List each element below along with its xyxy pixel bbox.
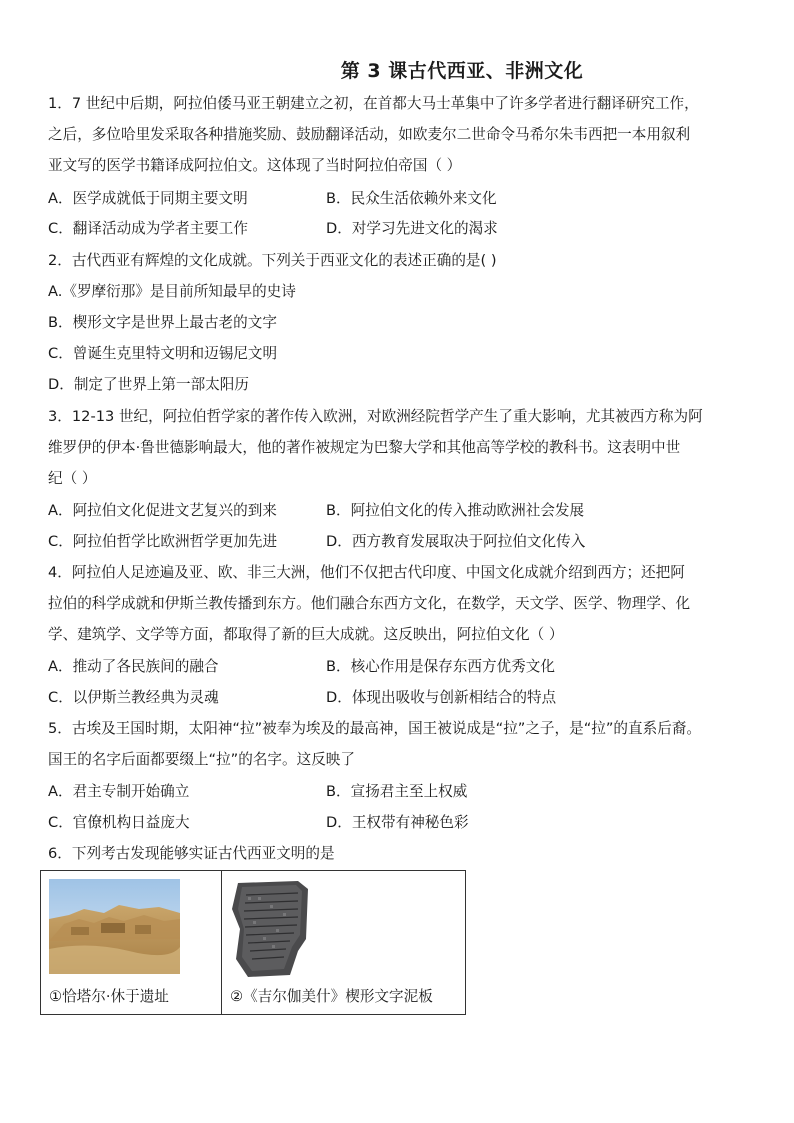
q2-option-c: C．曾诞生克里特文明和迈锡尼文明 (48, 345, 278, 362)
q3-option-c: C．阿拉伯哲学比欧洲哲学更加先进 (48, 533, 278, 550)
q2-line-1: 2．古代西亚有辉煌的文化成就。下列关于西亚文化的表述正确的是( ) (48, 252, 497, 269)
catalhoyuk-ruins-image (49, 879, 180, 974)
q4-option-d: D．体现出吸收与创新相结合的特点 (326, 689, 557, 706)
q1-option-c: C．翻译活动成为学者主要工作 (48, 220, 248, 237)
q5-option-b: B．宣扬君主至上权威 (326, 783, 468, 800)
q2-option-a: A.《罗摩衍那》是目前所知最早的史诗 (48, 283, 296, 300)
q3-option-d: D．西方教育发展取决于阿拉伯文化传入 (326, 533, 586, 550)
q1-line-1: 1．7 世纪中后期，阿拉伯倭马亚王朝建立之初，在首都大马士革集中了许多学者进行翻译研究工作， (48, 95, 699, 112)
figure-table (40, 870, 466, 1015)
q5-line-1: 5．古埃及王国时期，太阳神“拉”被奉为埃及的最高神，国王被说成是“拉”之子，是“拉”的直系后裔。 (48, 720, 701, 737)
lesson-title: 第 3 课古代西亚、非洲文化 (340, 60, 584, 82)
q2-option-d: D．制定了世界上第一部太阳历 (48, 376, 249, 393)
q4-option-b: B．核心作用是保存东西方优秀文化 (326, 658, 555, 675)
q1-option-b: B．民众生活依赖外来文化 (326, 190, 497, 207)
figure-cell-1 (41, 871, 222, 1014)
q4-line-3: 学、建筑学、文学等方面，都取得了新的巨大成就。这反映出，阿拉伯文化（ ） (48, 626, 564, 643)
q5-option-d: D．王权带有神秘色彩 (326, 814, 469, 831)
q5-option-c: C．官僚机构日益庞大 (48, 814, 190, 831)
q3-line-2: 维罗伊的伊本·鲁世德影响最大，他的著作被规定为巴黎大学和其他高等学校的教科书。这表明中世 (48, 439, 681, 456)
q1-line-3: 亚文写的医学书籍译成阿拉伯文。这体现了当时阿拉伯帝国（ ） (48, 157, 462, 174)
figure-caption-2: ②《吉尔伽美什》楔形文字泥板 (230, 988, 433, 1005)
q6-line-1: 6．下列考古发现能够实证古代西亚文明的是 (48, 845, 335, 862)
cuneiform-tablet-image (228, 879, 312, 979)
q3-line-1: 3．12-13 世纪，阿拉伯哲学家的著作传入欧洲，对欧洲经院哲学产生了重大影响，尤其被西方称为阿 (48, 408, 703, 425)
q3-option-a: A．阿拉伯文化促进文艺复兴的到来 (48, 502, 277, 519)
figure-caption-1: ①恰塔尔·休于遗址 (49, 988, 169, 1005)
q2-option-b: B．楔形文字是世界上最古老的文字 (48, 314, 277, 331)
q4-option-c: C．以伊斯兰教经典为灵魂 (48, 689, 219, 706)
q5-line-2: 国王的名字后面都要缀上“拉”的名字。这反映了 (48, 751, 355, 768)
q3-line-3: 纪（ ） (48, 470, 97, 487)
q4-line-1: 4．阿拉伯人足迹遍及亚、欧、非三大洲，他们不仅把古代印度、中国文化成就介绍到西方；还把阿 (48, 564, 685, 581)
q1-option-a: A．医学成就低于同期主要文明 (48, 190, 248, 207)
q4-line-2: 拉伯的科学成就和伊斯兰教传播到东方。他们融合东西方文化，在数学，天文学、医学、物理学、化 (48, 595, 691, 612)
figure-cell-2 (222, 871, 465, 1014)
q1-option-d: D．对学习先进文化的渴求 (326, 220, 498, 237)
q4-option-a: A．推动了各民族间的融合 (48, 658, 219, 675)
q3-option-b: B．阿拉伯文化的传入推动欧洲社会发展 (326, 502, 585, 519)
q5-option-a: A．君主专制开始确立 (48, 783, 190, 800)
q1-line-2: 之后，多位哈里发采取各种措施奖励、鼓励翻译活动，如欧麦尔二世命令马希尔朱韦西把一本用叙利 (48, 126, 691, 143)
